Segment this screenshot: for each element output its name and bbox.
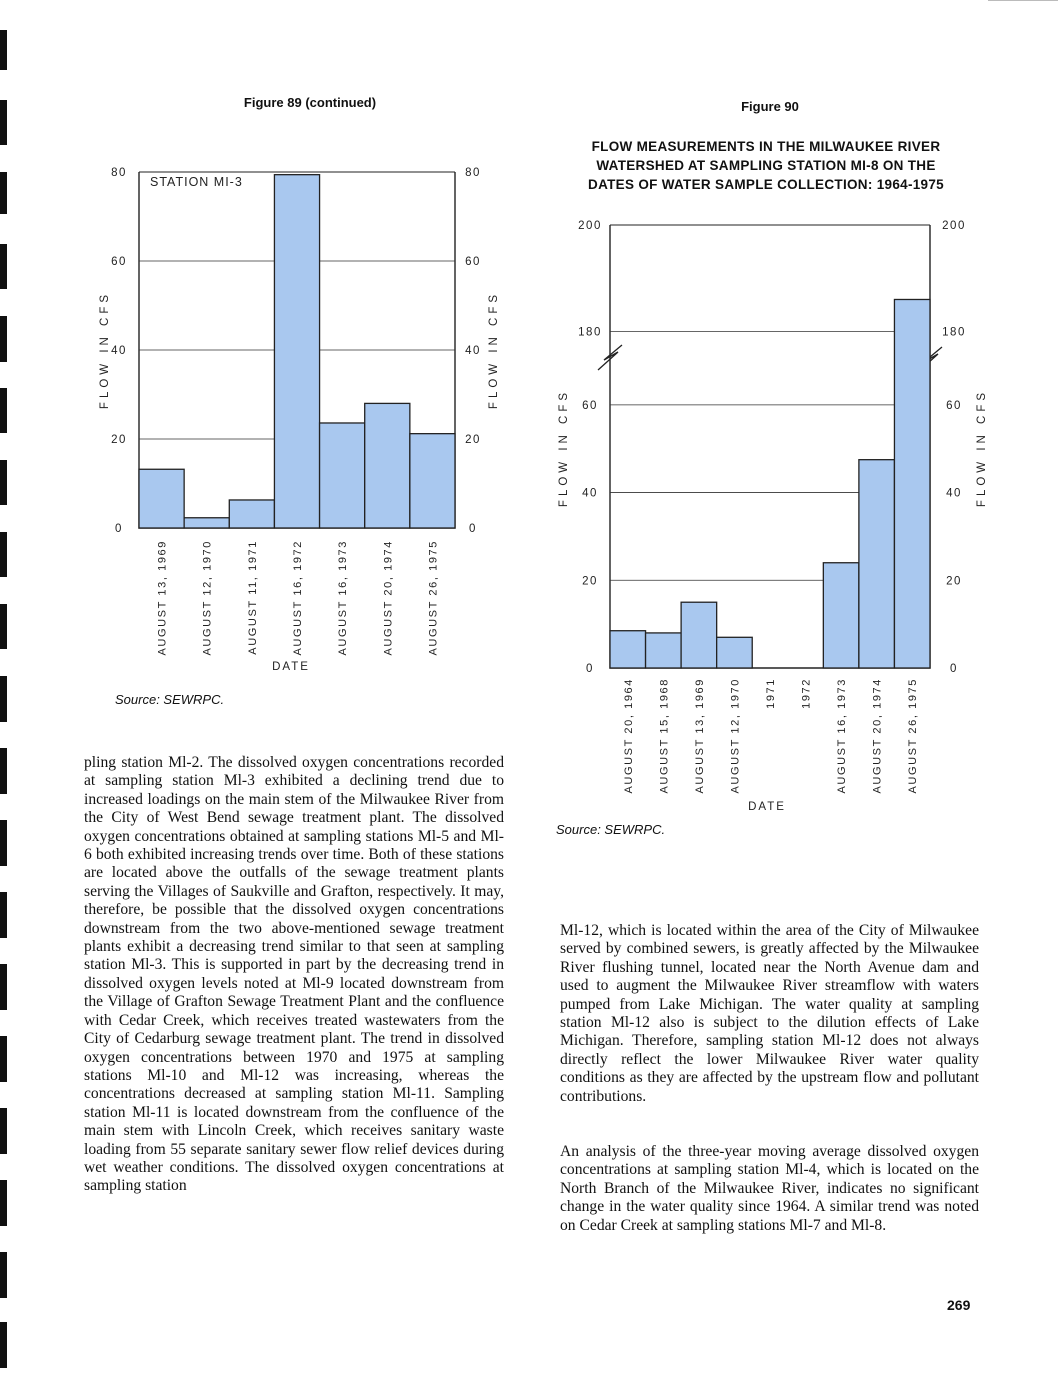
bar	[823, 563, 859, 668]
x-category-label: AUGUST 12, 1970	[729, 678, 742, 794]
figure-90-source: Source: SEWRPC.	[556, 822, 666, 837]
y-tick-label-left: 180	[578, 326, 602, 339]
bar	[410, 434, 455, 528]
station-label: STATION MI-3	[150, 175, 243, 189]
x-category-label: AUGUST 16, 1973	[337, 540, 350, 656]
y-tick-label-left: 0	[586, 663, 594, 675]
bar	[320, 423, 365, 528]
caption-line: WATERSHED AT SAMPLING STATION MI-8 ON THE	[596, 158, 936, 173]
y-tick-label-left: 80	[111, 167, 127, 179]
x-category-label: AUGUST 20, 1974	[382, 540, 395, 656]
y-tick-label-left: 40	[111, 345, 127, 357]
page-number: 269	[947, 1297, 971, 1313]
x-category-label: AUGUST 11, 1971	[246, 540, 259, 655]
x-category-label: AUGUST 16, 1973	[836, 678, 849, 794]
y-tick-label-right: 20	[946, 575, 962, 588]
bar	[646, 633, 682, 668]
y-tick-label-left: 0	[115, 523, 123, 535]
bar	[229, 500, 274, 528]
bar	[681, 602, 717, 668]
y-tick-label-left: 60	[111, 256, 127, 268]
x-category-label: AUGUST 12, 1970	[201, 540, 214, 656]
caption-line: DATES OF WATER SAMPLE COLLECTION: 1964-1975	[588, 177, 944, 192]
y-axis-title-right: FLOW IN CFS	[488, 290, 500, 410]
bar	[139, 469, 184, 528]
caption-line: FLOW MEASUREMENTS IN THE MILWAUKEE RIVER	[591, 139, 941, 154]
y-tick-label-right: 40	[465, 345, 481, 357]
y-tick-label-left: 40	[582, 487, 598, 500]
y-tick-label-left: 20	[111, 434, 127, 446]
x-category-label: AUGUST 13, 1969	[156, 540, 169, 656]
left-column-text: pling station Ml-2. The dissolved oxygen concentrations recorded at sampling station Ml-3 exhibited a declining trend due to increased loadings on the main stem of the Milwaukee River from the City of West Bend sewage treatment plant. The dissolved oxygen concentrations obtained at sampling stations Ml-5 and Ml-6 both exhibited increasing trends over time. Both of these stations are located above the outfalls of the sewage treatment plants serving the Villages of Saukville and Grafton, respectively. It may, therefore, be possible that the dissolved oxygen concentrations downstream from the two above-mentioned sewage treatment plants exhibit a decreasing trend similar to that seen at sampling station Ml-3. This is supported in part by the decreasing trend in dissolved oxygen levels noted at Ml-9 located downstream from the Village of Grafton Sewage Treatment Plant and the confluence with Cedar Creek, which receives treated wastewaters from the City of Cedarburg sewage treatment plant. The trend in dissolved oxygen concentrations between 1970 and 1975 at sampling stations Ml-10 and Ml-12 was increasing, whereas the concentrations decreased at sampling station Ml-11. Sampling station Ml-11 is located downstream from the confluence of the main stem with Lincoln Creek, which receives sanitary waste loading from 55 separate sanitary sewer flow relief devices during wet weather conditions. The dissolved oxygen concentrations at sampling station	[84, 754, 504, 1195]
bar	[717, 637, 753, 668]
x-category-label: AUGUST 20, 1974	[871, 678, 884, 794]
y-tick-label-right: 60	[946, 399, 962, 412]
bar	[894, 299, 930, 668]
x-category-label: AUGUST 26, 1975	[907, 678, 920, 794]
x-axis-title: DATE	[272, 661, 310, 673]
x-axis-title: DATE	[748, 801, 786, 813]
bar	[610, 631, 646, 668]
figure-89-source: Source: SEWRPC.	[115, 692, 225, 707]
x-category-label: 1972	[800, 678, 813, 709]
x-category-label: AUGUST 15, 1968	[658, 678, 671, 794]
y-tick-label-right: 0	[950, 663, 958, 675]
bar	[859, 460, 895, 668]
y-tick-label-right: 180	[942, 326, 966, 339]
bar	[184, 518, 229, 528]
x-category-label: AUGUST 26, 1975	[427, 540, 440, 656]
y-tick-label-left: 200	[578, 220, 602, 232]
y-tick-label-left: 20	[582, 575, 598, 588]
y-tick-label-right: 40	[946, 487, 962, 500]
x-category-label: AUGUST 16, 1972	[292, 540, 304, 656]
figure-90-title: Figure 90	[741, 99, 799, 114]
bar	[365, 403, 410, 528]
y-tick-label-right: 60	[465, 256, 481, 268]
y-tick-label-right: 20	[465, 434, 481, 446]
figure-89-title: Figure 89 (continued)	[243, 95, 377, 110]
right-column-paragraph-1: Ml-12, which is located within the area of the City of Milwaukee served by combined sewers, is greatly affected by the Milwaukee River flushing tunnel, located near the North Avenue dam and used to augment the Milwaukee River streamflow with waters pumped from Lake Michigan. The water quality at sampling station Ml-12 also is subject to the dilution effects of Lake Michigan. Therefore, sampling station Ml-12 does not always directly reflect the lower Milwaukee River water quality conditions as they are affected by the upstream flow and pollutant contributions.	[560, 922, 979, 1105]
y-axis-title-left: FLOW IN CFS	[99, 290, 111, 410]
y-axis-title-left: FLOW IN CFS	[558, 388, 570, 508]
y-tick-label-left: 60	[582, 399, 598, 412]
y-axis-title-right: FLOW IN CFS	[976, 388, 988, 508]
x-category-label: AUGUST 13, 1969	[693, 678, 706, 794]
y-tick-label-right: 0	[469, 523, 477, 535]
y-tick-label-right: 80	[465, 167, 481, 179]
y-tick-label-right: 200	[942, 220, 966, 232]
bar	[274, 175, 319, 528]
x-category-label: AUGUST 20, 1964	[622, 678, 635, 794]
right-column-paragraph-2: An analysis of the three-year moving average dissolved oxygen concentrations at sampling station Ml-4, which is located on the North Branch of the Milwaukee River, indicates no significant change in the water quality since 1964. A similar trend was noted on Cedar Creek at sampling stations Ml-7 and Ml-8.	[560, 1143, 979, 1234]
x-category-label: 1971	[765, 678, 777, 709]
